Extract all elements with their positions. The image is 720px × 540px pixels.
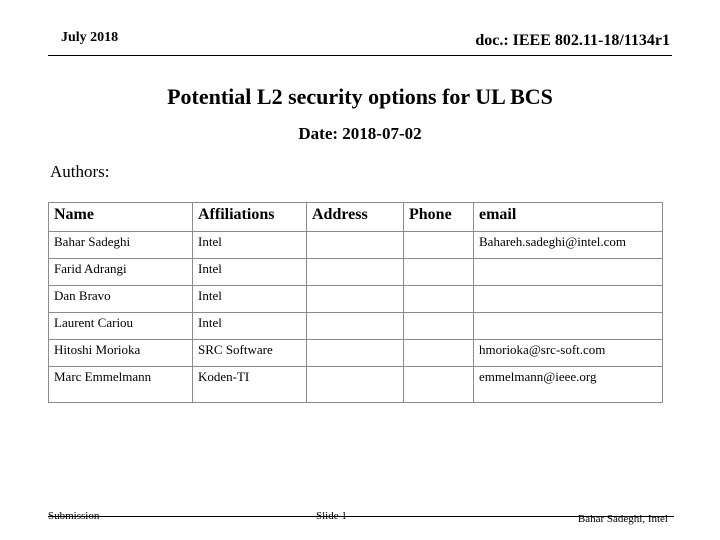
cell-phone	[404, 286, 474, 313]
cell-name: Marc Emmelmann	[49, 367, 193, 403]
cell-phone	[404, 259, 474, 286]
column-header-phone: Phone	[404, 203, 474, 232]
cell-address	[307, 232, 404, 259]
cell-address	[307, 259, 404, 286]
cell-email: Bahareh.sadeghi@intel.com	[474, 232, 663, 259]
slide-title: Potential L2 security options for UL BCS	[167, 84, 553, 109]
authors-table	[48, 202, 663, 403]
cell-name: Laurent Cariou	[49, 313, 193, 340]
cell-name: Dan Bravo	[49, 286, 193, 313]
cell-phone	[404, 232, 474, 259]
column-header-email: email	[474, 203, 663, 232]
cell-affiliation: Intel	[193, 286, 307, 313]
slide-date: Date: 2018-07-02	[298, 124, 422, 143]
table-row	[49, 286, 663, 313]
table-row	[49, 232, 663, 259]
cell-email: emmelmann@ieee.org	[474, 367, 663, 403]
cell-email: hmorioka@src-soft.com	[474, 340, 663, 367]
cell-name: Farid Adrangi	[49, 259, 193, 286]
cell-email	[474, 313, 663, 340]
cell-name: Bahar Sadeghi	[49, 232, 193, 259]
cell-email	[474, 259, 663, 286]
header-divider	[48, 55, 672, 56]
cell-address	[307, 367, 404, 403]
authors-label: Authors:	[50, 162, 110, 181]
column-header-address: Address	[307, 203, 404, 232]
column-header-affiliations: Affiliations	[193, 203, 307, 232]
cell-phone	[404, 313, 474, 340]
cell-affiliation: Koden-TI	[193, 367, 307, 403]
cell-affiliation: SRC Software	[193, 340, 307, 367]
column-header-name: Name	[49, 203, 193, 232]
cell-address	[307, 340, 404, 367]
cell-name: Hitoshi Morioka	[49, 340, 193, 367]
cell-affiliation: Intel	[193, 232, 307, 259]
cell-affiliation: Intel	[193, 259, 307, 286]
cell-phone	[404, 367, 474, 403]
table-row	[49, 313, 663, 340]
cell-affiliation: Intel	[193, 313, 307, 340]
table-header-row	[49, 203, 663, 232]
table-row	[49, 259, 663, 286]
cell-address	[307, 313, 404, 340]
footer-submission: Submission	[48, 510, 100, 522]
table-row	[49, 367, 663, 403]
cell-phone	[404, 340, 474, 367]
header-date: July 2018	[61, 30, 119, 45]
cell-email	[474, 286, 663, 313]
footer-author: Bahar Sadeghi, Intel	[577, 513, 668, 525]
cell-address	[307, 286, 404, 313]
header-doc-id: doc.: IEEE 802.11-18/1134r1	[475, 32, 670, 49]
table-row	[49, 340, 663, 367]
footer-slide-number: Slide 1	[316, 510, 347, 522]
